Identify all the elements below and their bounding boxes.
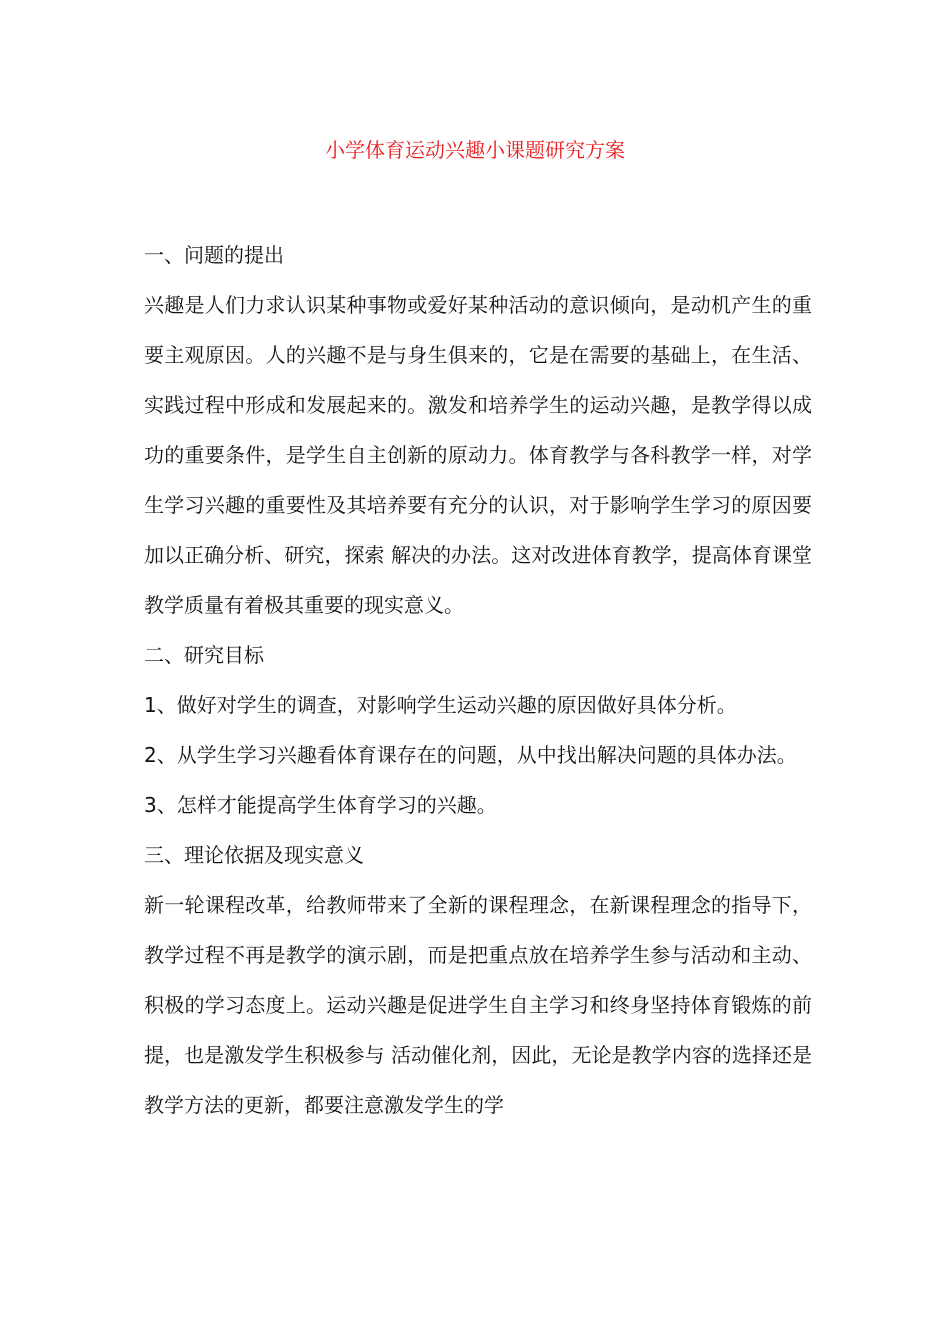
goal-item-1: 1、做好对学生的调查，对影响学生运动兴趣的原因做好具体分析。 [144,693,737,717]
paragraph-curriculum-reform: 新一轮课程改革，给教师带来了全新的课程理念，在新课程理念的指导下，教学过程不再是教学的演示剧，而是把重点放在培养学生参与活动和主动、积极的学习态度上。运动兴趣是促进学生自主学习和终身坚持体育锻炼的前提，也是激发学生积极参与 活动催化剂，因此，无论是教学内容的选择还是教学方法的更新，都要注意激发学生的学 [144,893,812,1117]
section-heading-3: 三、理论依据及现实意义 [144,843,364,867]
goal-item-2: 2、从学生学习兴趣看体育课存在的问题，从中找出解决问题的具体办法。 [144,743,797,767]
document-title: 小学体育运动兴趣小课题研究方案 [325,138,625,162]
section-heading-2: 二、研究目标 [144,643,264,667]
paragraph-interest-definition: 兴趣是人们力求认识某种事物或爱好某种活动的意识倾向，是动机产生的重要主观原因。人的兴趣不是与身生俱来的，它是在需要的基础上，在生活、实践过程中形成和发展起来的。激发和培养学生的运动兴趣，是教学得以成功的重要条件，是学生自主创新的原动力。体育教学与各科教学一样，对学生学习兴趣的重要性及其培养要有充分的认识，对于影响学生学习的原因要加以正确分析、研究，探索 解决的办法。这对改进体育教学，提高体育课堂教学质量有着极其重要的现实意义。 [144,293,812,617]
goal-item-3: 3、怎样才能提高学生体育学习的兴趣。 [144,793,497,817]
document-body [144,230,812,1130]
section-heading-1: 一、问题的提出 [144,243,284,267]
